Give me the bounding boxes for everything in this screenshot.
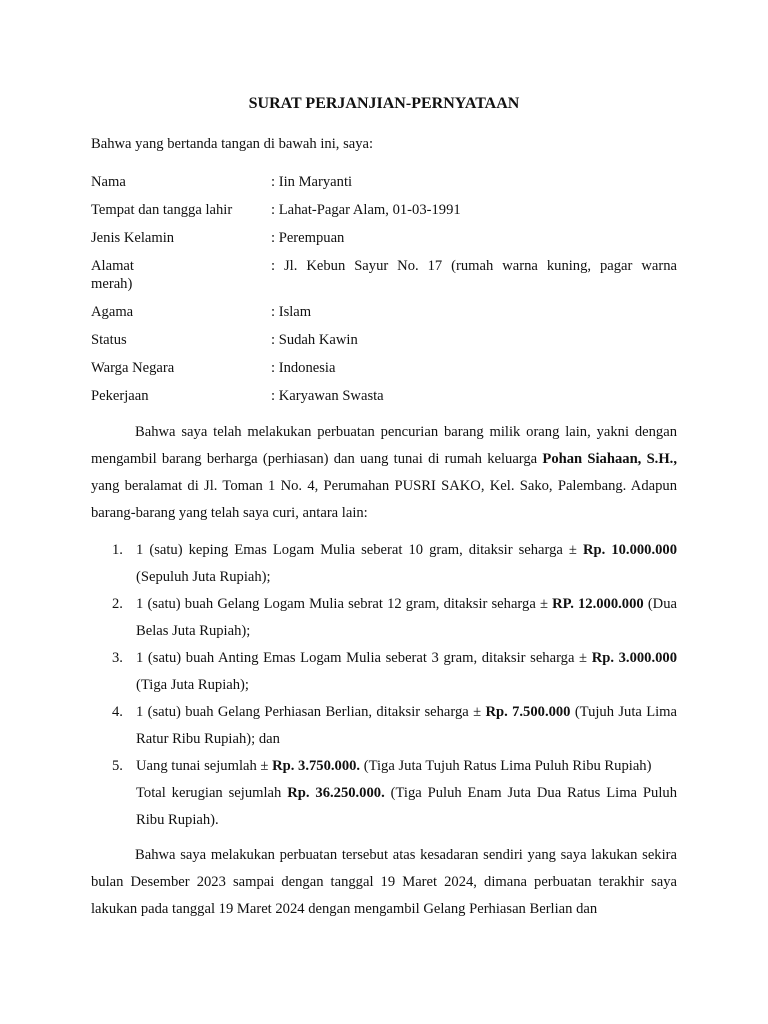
identity-label: Pekerjaan bbox=[91, 388, 149, 404]
list-item bbox=[91, 645, 677, 699]
item-text: Uang tunai sejumlah ± bbox=[136, 758, 273, 774]
stolen-items-list bbox=[91, 537, 677, 834]
list-number: 5. bbox=[112, 758, 123, 774]
list-item bbox=[91, 537, 677, 591]
paragraph-theft-statement bbox=[91, 419, 677, 527]
item-text: 1 (satu) buah Gelang Perhiasan Berlian, ditaksir seharga ± bbox=[136, 704, 486, 720]
identity-value: : Islam bbox=[271, 304, 312, 320]
list-number: 1. bbox=[112, 542, 123, 558]
identity-value: : Karyawan Swasta bbox=[271, 388, 384, 404]
item-text: (Dua Belas Juta Rupiah); bbox=[136, 596, 677, 639]
item-amount: Rp. 10.000.000 bbox=[582, 542, 678, 558]
item-amount: RP. 12.000.000 bbox=[552, 596, 644, 612]
item-text: (Tujuh Juta Lima Ratur Ribu Rupiah); dan bbox=[136, 704, 677, 747]
document-title: SURAT PERJANJIAN-PERNYATAAN bbox=[248, 95, 520, 112]
item-amount: Rp. 7.500.000 bbox=[485, 704, 571, 720]
identity-label: Status bbox=[91, 332, 127, 348]
paragraph-text: yang beralamat di Jl. Toman 1 No. 4, Perumahan PUSRI SAKO, Kel. Sako, Palembang. Adapun barang-barang yang telah saya curi, antara lain: bbox=[91, 478, 677, 521]
identity-value: : Lahat-Pagar Alam, 01-03-1991 bbox=[271, 202, 461, 218]
identity-value: : Iin Maryanti bbox=[271, 174, 353, 190]
item-text: 1 (satu) buah Anting Emas Logam Mulia seberat 3 gram, ditaksir seharga ± bbox=[136, 650, 592, 666]
identity-label: Tempat dan tangga lahir bbox=[91, 202, 233, 218]
identity-value: : Perempuan bbox=[271, 230, 345, 246]
paragraph-text: Bahwa saya telah melakukan perbuatan pencurian barang milik orang lain, yakni dengan mengambil barang berharga (perhiasan) dan uang tunai di rumah keluarga bbox=[91, 424, 677, 467]
item-text: 1 (satu) keping Emas Logam Mulia seberat 10 gram, ditaksir seharga ± bbox=[136, 542, 583, 558]
victim-name: Pohan Siahaan, S.H., bbox=[542, 451, 677, 467]
list-item bbox=[91, 591, 677, 645]
total-loss bbox=[91, 780, 677, 834]
list-item bbox=[91, 699, 677, 753]
identity-label: Jenis Kelamin bbox=[91, 230, 175, 246]
list-number: 2. bbox=[112, 596, 123, 612]
item-amount: Rp. 3.750.000. bbox=[272, 758, 361, 774]
identity-value: : Sudah Kawin bbox=[271, 332, 358, 348]
identity-value: : Indonesia bbox=[271, 360, 336, 376]
identity-label: Warga Negara bbox=[91, 360, 175, 376]
item-text: (Sepuluh Juta Rupiah); bbox=[136, 569, 271, 585]
total-amount: Rp. 36.250.000. bbox=[287, 785, 385, 801]
identity-value: : Jl. Kebun Sayur No. 17 (rumah warna kuning, pagar warna bbox=[271, 258, 677, 274]
intro-text: Bahwa yang bertanda tangan di bawah ini, saya: bbox=[91, 136, 374, 152]
identity-label: Agama bbox=[91, 304, 134, 320]
paragraph-confession: Bahwa saya melakukan perbuatan tersebut atas kesadaran sendiri yang saya lakukan sekira bulan Desember 2023 sampai dengan tanggal 19 Maret 2024, dimana perbuatan terakhir saya lakukan pada tanggal 19 Maret 2024 dengan mengambil Gelang Perhiasan Berlian dan bbox=[91, 847, 677, 917]
item-text: (Tiga Juta Rupiah); bbox=[136, 677, 249, 693]
list-number: 3. bbox=[112, 650, 123, 666]
identity-label: Nama bbox=[91, 174, 126, 190]
total-text: (Tiga Puluh Enam Juta Dua Ratus Lima Puluh Ribu Rupiah). bbox=[136, 785, 677, 828]
identity-value-continued: merah) bbox=[91, 276, 133, 292]
identity-label: Alamat bbox=[91, 258, 134, 274]
item-amount: Rp. 3.000.000 bbox=[591, 650, 678, 666]
item-text: 1 (satu) buah Gelang Logam Mulia sebrat 12 gram, ditaksir seharga ± bbox=[136, 596, 553, 612]
list-item bbox=[91, 753, 677, 780]
list-number: 4. bbox=[112, 704, 123, 720]
item-text: (Tiga Juta Tujuh Ratus Lima Puluh Ribu Rupiah) bbox=[360, 758, 652, 774]
total-text: Total kerugian sejumlah bbox=[136, 785, 288, 801]
